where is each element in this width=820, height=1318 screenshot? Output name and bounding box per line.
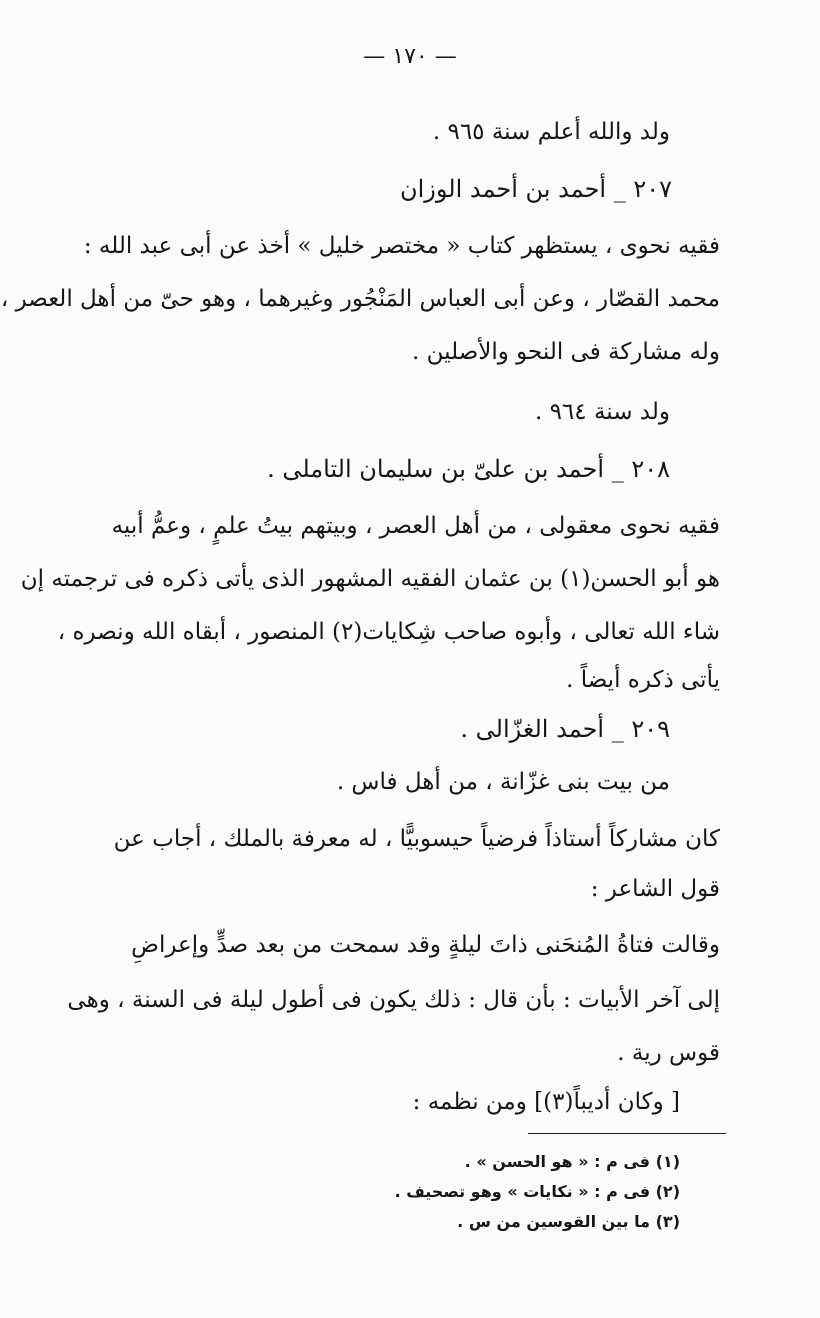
footnote-divider bbox=[528, 1133, 726, 1134]
text-line: إلى آخر الأبيات : بأن قال : ذلك يكون فى أطول ليلة فى السنة ، وهى bbox=[67, 987, 720, 1013]
entry-heading-208: ٢٠٨ _ أحمد بن علىّ بن سليمان التاملى . bbox=[267, 455, 670, 483]
footnote: (٣) ما بين القوسين من س . bbox=[457, 1212, 680, 1231]
poetry-verse: وقالت فتاةُ المُنحَنى ذاتَ ليلةٍ وقد سمحت من بعد صدٍّ وإعراضِ bbox=[131, 932, 720, 958]
text-line: هو أبو الحسن(١) بن عثمان الفقيه المشهور الذى يأتى ذكره فى ترجمته إن bbox=[20, 566, 720, 592]
text-line: محمد القصّار ، وعن أبى العباس المَنْجُور وغيرهما ، وهو حىّ من أهل العصر ، bbox=[0, 286, 720, 312]
text-line: قول الشاعر : bbox=[590, 876, 720, 902]
text-line: قوس رية . bbox=[617, 1040, 720, 1066]
entry-heading-209: ٢٠٩ _ أحمد الغزّالى . bbox=[460, 715, 670, 743]
text-line: ولد سنة ٩٦٤ . bbox=[534, 399, 670, 425]
footnote: (٢) فى م : « نكايات » وهو تصحيف . bbox=[394, 1182, 680, 1201]
entry-heading-207: ٢٠٧ _ أحمد بن أحمد الوزان bbox=[400, 175, 672, 203]
text-line: كان مشاركاً أستاذاً فرضياً حيسوبيًّا ، له معرفة بالملك ، أجاب عن bbox=[113, 826, 720, 852]
footnote: (١) فى م : « هو الحسن » . bbox=[464, 1152, 680, 1171]
text-line: فقيه نحوى ، يستظهر كتاب « مختصر خليل » أخذ عن أبى عبد الله : bbox=[83, 233, 720, 259]
text-line: شاء الله تعالى ، وأبوه صاحب شِكايات(٢) المنصور ، أبقاه الله ونصره ، bbox=[57, 619, 720, 645]
text-line: [ وكان أديباً(٣)] ومن نظمه : bbox=[412, 1089, 680, 1115]
text-line: ولد والله أعلم سنة ٩٦٥ . bbox=[432, 119, 670, 145]
text-line: وله مشاركة فى النحو والأصلين . bbox=[412, 339, 720, 365]
text-line: فقيه نحوى معقولى ، من أهل العصر ، وبيتهم بيتُ علمٍ ، وعمُّ أبيه bbox=[111, 513, 720, 539]
text-line: يأتى ذكره أيضاً . bbox=[566, 667, 720, 693]
page-number: — ١٧٠ — bbox=[363, 44, 457, 69]
text-line: من بيت بنى غزّانة ، من أهل فاس . bbox=[336, 769, 670, 795]
